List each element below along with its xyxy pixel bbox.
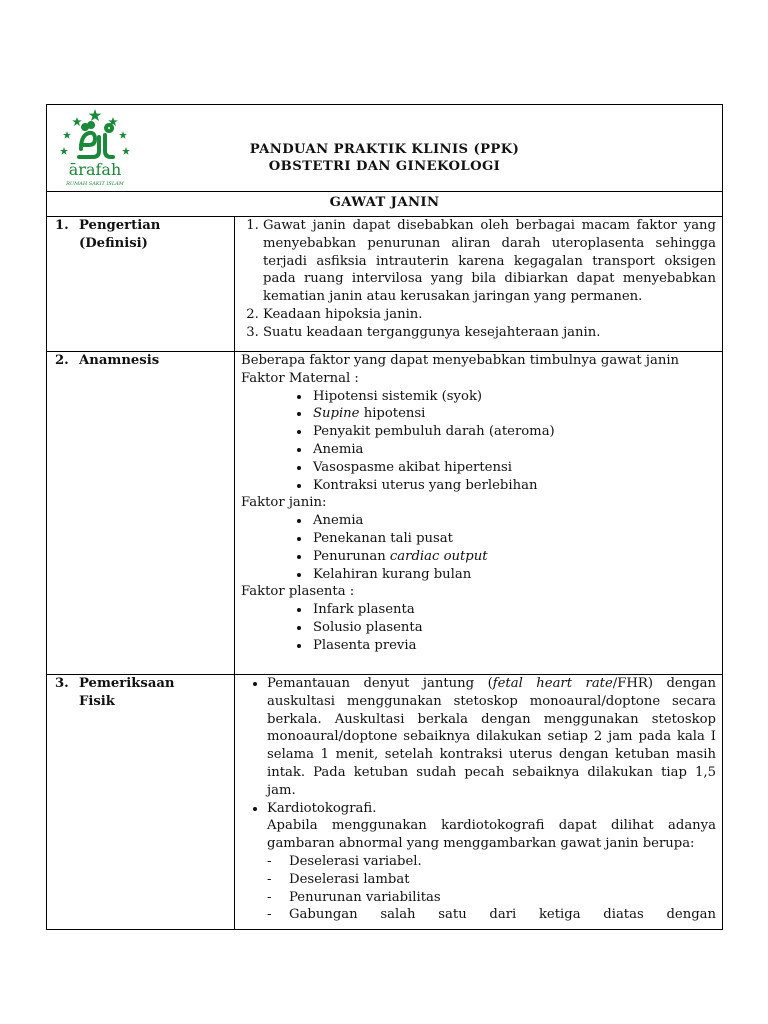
label-text: Anamnesis bbox=[79, 353, 160, 368]
fisik-list bbox=[241, 675, 716, 924]
list-item: • Plasenta previa bbox=[311, 637, 716, 655]
list-item: • Penekanan tali pusat bbox=[311, 530, 716, 548]
list-item: 1. Gawat janin dapat disebabkan oleh berbagai macam faktor yang menyebabkan penurunan aliran darah uteroplasenta sehingga terjadi asfiksia intrauterin karena kegagalan transport oksigen pada ruang intervilosa yang bila dibiarkan dapat menyebabkan kematian janin atau kerusakan jaringan yang permanen. bbox=[263, 217, 716, 306]
list-item: 2. Keadaan hipoksia janin. bbox=[263, 306, 716, 324]
label-text: Fisik bbox=[79, 693, 115, 709]
row-anamnesis bbox=[47, 352, 723, 675]
plasenta-heading: Faktor plasenta : bbox=[241, 584, 355, 600]
janin-list bbox=[241, 512, 716, 583]
logo-wordmark: ārafah bbox=[68, 160, 122, 179]
list-item: • Hipotensi sistemik (syok) bbox=[311, 388, 716, 406]
label-text: Pengertian bbox=[79, 218, 161, 233]
title-line-1: PANDUAN PRAKTIK KLINIS (PPK) bbox=[249, 142, 520, 157]
content-anamnesis bbox=[235, 352, 723, 675]
kardiotokografi-text: Apabila menggunakan kardiotokografi dapat dilihat adanya gambaran abnormal yang menggambarkan gawat janin berupa: bbox=[267, 818, 716, 852]
list-item: - Gabungan salah satu dari ketiga diatas dengan bbox=[289, 906, 716, 924]
logo-subtext: RUMAH SAKIT ISLAM bbox=[66, 181, 124, 187]
content-definisi bbox=[235, 217, 723, 352]
label-definisi bbox=[47, 217, 235, 352]
list-item: • Penyakit pembuluh darah (ateroma) bbox=[311, 423, 716, 441]
document-title bbox=[47, 141, 722, 175]
list-item bbox=[267, 800, 716, 925]
section-title: GAWAT JANIN bbox=[47, 192, 723, 217]
label-anamnesis bbox=[47, 352, 235, 675]
text-run: /FHR) dengan auskultasi menggunakan stetoskop monoaural/doptone secara berkala. Auskultasi berkala dengan menggunakan stetoskop monoaural/doptone sebaiknya dilakukan setiap 2 jam pada kala I selama 1 menit, setelah kontraksi uterus dengan ketuban masih intak. Pada ketuban sudah pecah sebaiknya dilakukan tiap 1,5 jam. bbox=[267, 676, 716, 798]
ctg-findings-list bbox=[267, 853, 716, 924]
list-item-text: Penurunan bbox=[313, 548, 386, 564]
italic-term: fetal heart rate bbox=[492, 676, 613, 691]
ppk-table bbox=[46, 104, 723, 930]
list-item: • Kelahiran kurang bulan bbox=[311, 566, 716, 584]
list-item: - Deselerasi lambat bbox=[289, 871, 716, 889]
list-item: 3. Suatu keadaan terganggunya kesejahteraan janin. bbox=[263, 324, 716, 342]
list-item: • Solusio plasenta bbox=[311, 619, 716, 637]
list-item: • Vasospasme akibat hipertensi bbox=[311, 459, 716, 477]
label-number: 3. bbox=[55, 676, 69, 691]
list-item: - Penurunan variabilitas bbox=[289, 889, 716, 907]
section-title-row bbox=[47, 192, 723, 217]
label-text: (Definisi) bbox=[79, 235, 148, 251]
italic-term: Supine bbox=[313, 406, 360, 422]
list-item: • Anemia bbox=[311, 512, 716, 530]
list-item: • Infark plasenta bbox=[311, 601, 716, 619]
label-number: 1. bbox=[55, 218, 69, 233]
list-item bbox=[311, 405, 716, 423]
maternal-heading: Faktor Maternal : bbox=[241, 370, 359, 386]
text-run: Pemantauan denyut jantung ( bbox=[267, 676, 493, 691]
anamnesis-intro: Beberapa faktor yang dapat menyebabkan timbulnya gawat janin bbox=[241, 353, 680, 368]
label-pemeriksaan-fisik bbox=[47, 675, 235, 930]
row-pemeriksaan-fisik bbox=[47, 675, 723, 930]
title-line-2: OBSTETRI DAN GINEKOLOGI bbox=[268, 159, 501, 174]
italic-term: cardiac output bbox=[389, 548, 488, 564]
label-number: 2. bbox=[55, 353, 69, 368]
definition-list bbox=[241, 217, 716, 342]
maternal-list bbox=[241, 388, 716, 495]
content-pemeriksaan-fisik bbox=[235, 675, 723, 930]
label-text: Pemeriksaan bbox=[79, 676, 175, 691]
plasenta-list bbox=[241, 601, 716, 654]
header-cell bbox=[47, 105, 723, 192]
header-row bbox=[47, 105, 723, 192]
janin-heading: Faktor janin: bbox=[241, 495, 327, 511]
list-item bbox=[311, 548, 716, 566]
list-item: • Anemia bbox=[311, 441, 716, 459]
list-item-text: hipotensi bbox=[363, 406, 426, 422]
list-item: • Kontraksi uterus yang berlebihan bbox=[311, 477, 716, 495]
list-item bbox=[267, 675, 716, 800]
list-item: - Deselerasi variabel. bbox=[289, 853, 716, 871]
row-definisi bbox=[47, 217, 723, 352]
kardiotokografi-title: • Kardiotokografi. bbox=[267, 800, 377, 816]
